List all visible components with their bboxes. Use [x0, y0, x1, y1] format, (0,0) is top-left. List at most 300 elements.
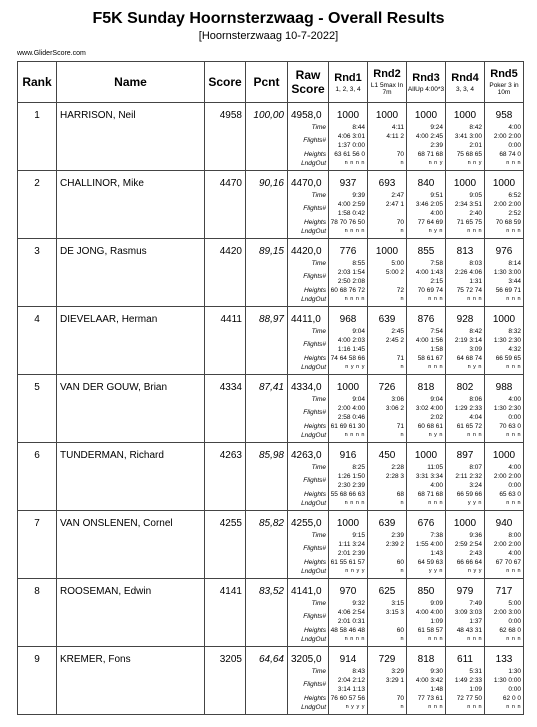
- round-time: 7:58: [430, 260, 443, 267]
- round-landing: n n n: [506, 636, 521, 642]
- round-score: 818: [417, 654, 435, 665]
- round-heights: 70: [396, 695, 404, 702]
- raw-score-cell: [288, 511, 329, 579]
- round-cell: [446, 511, 485, 579]
- round-landing: n n n: [428, 704, 443, 710]
- label-landing: LndgOut: [301, 228, 326, 235]
- round-score: 1000: [414, 110, 438, 121]
- round-time: 9:24: [430, 124, 443, 131]
- round-time: 5:31: [469, 668, 482, 675]
- round-heights: 60 68 76 72: [330, 287, 365, 294]
- round-heights: 60: [396, 559, 404, 566]
- round-cell: [329, 307, 368, 375]
- label-flights: Flights#: [303, 409, 326, 416]
- score-cell: 3205: [205, 647, 246, 715]
- round-landing: n y y y: [345, 704, 365, 710]
- round-task: L1 5max In 7m: [370, 82, 404, 96]
- label-heights: Heights: [303, 559, 326, 566]
- result-row: [18, 579, 524, 647]
- round-score: 1000: [492, 450, 516, 461]
- round-time: 9:32: [352, 600, 365, 607]
- rank-cell: 2: [18, 171, 57, 239]
- round-landing: y y n: [467, 500, 482, 506]
- label-time: Time: [311, 668, 326, 675]
- round-score: 1000: [375, 110, 399, 121]
- round-flights: 1:49 2:33 1:09: [454, 677, 482, 693]
- label-flights: Flights#: [303, 205, 326, 212]
- round-time: 6:52: [508, 192, 521, 199]
- round-score: 1000: [336, 382, 360, 393]
- score-cell: 4420: [205, 239, 246, 307]
- round-landing: n: [400, 704, 404, 710]
- round-landing: n: [400, 228, 404, 234]
- round-score: 676: [417, 518, 435, 529]
- round-landing: n n n: [467, 636, 482, 642]
- label-heights: Heights: [303, 627, 326, 634]
- round-flights: 4:00 4:00 1:09: [415, 609, 443, 625]
- col-raw-label2: Score: [291, 82, 325, 96]
- raw-score-value: 4263,0: [291, 450, 322, 461]
- table-header: [18, 62, 524, 103]
- round-heights: 64 68 74: [456, 355, 482, 362]
- site-link[interactable]: www.GliderScore.com: [17, 50, 86, 57]
- round-cell: [446, 579, 485, 647]
- round-score: 1000: [492, 178, 516, 189]
- round-landing: n n n: [428, 500, 443, 506]
- round-flights: 4:06 2:54 2:01 0:31: [337, 609, 365, 625]
- round-landing: n n n: [428, 296, 443, 302]
- round-flights: 2:00 4:00 2:58 0:46: [337, 405, 365, 421]
- round-landing: n n n n: [344, 432, 365, 438]
- round-landing: n: [400, 636, 404, 642]
- label-landing: LndgOut: [301, 364, 326, 371]
- raw-score-cell: [288, 375, 329, 443]
- round-cell: [485, 443, 524, 511]
- round-landing: n n n: [428, 636, 443, 642]
- round-cell: [446, 171, 485, 239]
- round-flights: 1:11 3:24 2:01 2:39: [337, 541, 365, 557]
- round-score: 840: [417, 178, 435, 189]
- round-score: 897: [456, 450, 474, 461]
- page-title: F5K Sunday Hoornsterzwaag - Overall Results: [92, 10, 445, 27]
- percent-cell: 83,52: [246, 579, 288, 647]
- round-heights: 60 68 61: [417, 423, 443, 430]
- label-heights: Heights: [303, 151, 326, 158]
- col-rank: Rank: [18, 62, 57, 103]
- raw-score-value: 4334,0: [291, 382, 322, 393]
- label-flights: Flights#: [303, 477, 326, 484]
- rank-cell: 7: [18, 511, 57, 579]
- raw-score-cell: [288, 647, 329, 715]
- round-cell: [485, 171, 524, 239]
- round-score: 914: [339, 654, 357, 665]
- result-row: [18, 307, 524, 375]
- round-cell: [485, 511, 524, 579]
- round-heights: 48 58 46 48: [330, 627, 365, 634]
- label-landing: LndgOut: [301, 568, 326, 575]
- round-score: 1000: [453, 178, 477, 189]
- round-time: 5:00: [508, 600, 521, 607]
- label-landing: LndgOut: [301, 704, 326, 711]
- round-flights: 2:00 2:00 4:00: [493, 541, 521, 557]
- round-heights: 70 69 74: [417, 287, 443, 294]
- round-score: 818: [417, 382, 435, 393]
- round-landing: n n n n: [344, 500, 365, 506]
- round-cell: [368, 443, 407, 511]
- percent-cell: 85,82: [246, 511, 288, 579]
- result-row: [18, 647, 524, 715]
- col-raw-score: [288, 62, 329, 103]
- round-time: 9:04: [352, 396, 365, 403]
- percent-cell: 87,41: [246, 375, 288, 443]
- label-flights: Flights#: [303, 273, 326, 280]
- result-row: [18, 103, 524, 171]
- round-flights: 1:30 2:30 0:00: [493, 405, 521, 421]
- round-time: 5:00: [391, 260, 404, 267]
- label-time: Time: [311, 532, 326, 539]
- percent-cell: 85,98: [246, 443, 288, 511]
- round-time: 2:47: [391, 192, 404, 199]
- pilot-name: VAN DER GOUW, Brian: [57, 375, 205, 443]
- round-cell: [368, 103, 407, 171]
- round-heights: 74 64 58 66: [330, 355, 365, 362]
- round-cell: [407, 171, 446, 239]
- round-landing: n: [400, 500, 404, 506]
- raw-score-value: 3205,0: [291, 654, 322, 665]
- pilot-name: DE JONG, Rasmus: [57, 239, 205, 307]
- round-landing: n n n n: [344, 160, 365, 166]
- round-label: Rnd4: [451, 71, 479, 84]
- round-landing: n n n: [506, 296, 521, 302]
- round-flights: 3:09 3:03 1:37: [454, 609, 482, 625]
- round-cell: [329, 443, 368, 511]
- label-heights: Heights: [303, 219, 326, 226]
- round-cell: [485, 307, 524, 375]
- round-flights: 1:55 4:00 1:43: [415, 541, 443, 557]
- round-heights: 64 59 63: [417, 559, 443, 566]
- label-flights: Flights#: [303, 137, 326, 144]
- round-task: 1, 2, 3, 4: [335, 85, 361, 93]
- round-cell: [329, 579, 368, 647]
- round-landing: n n n n: [344, 636, 365, 642]
- round-cell: [446, 647, 485, 715]
- round-score: 916: [339, 450, 357, 461]
- round-heights: 70: [396, 219, 404, 226]
- round-label: Rnd2: [373, 68, 401, 80]
- score-cell: 4255: [205, 511, 246, 579]
- round-landing: n: [400, 432, 404, 438]
- round-task: Poker 3 in 10m: [489, 82, 519, 96]
- round-time: 3:15: [391, 600, 404, 607]
- round-time: 8:03: [469, 260, 482, 267]
- round-cell: [368, 511, 407, 579]
- pilot-name: VAN ONSLENEN, Cornel: [57, 511, 205, 579]
- rank-cell: 6: [18, 443, 57, 511]
- rank-cell: 8: [18, 579, 57, 647]
- round-time: 9:15: [352, 532, 365, 539]
- round-landing: n y n: [428, 432, 443, 438]
- score-cell: 4470: [205, 171, 246, 239]
- col-name: Name: [57, 62, 205, 103]
- round-score: 450: [378, 450, 396, 461]
- round-heights: 70: [396, 151, 404, 158]
- label-landing: LndgOut: [301, 636, 326, 643]
- round-time: 3:29: [391, 668, 404, 675]
- round-time: 9:39: [352, 192, 365, 199]
- raw-score-cell: [288, 171, 329, 239]
- round-heights: 61 55 61 57: [330, 559, 365, 566]
- round-cell: [368, 171, 407, 239]
- score-cell: 4141: [205, 579, 246, 647]
- round-flights: 3:31 3:34 4:00: [415, 473, 443, 489]
- label-flights: Flights#: [303, 545, 326, 552]
- round-score: 1000: [492, 314, 516, 325]
- result-row: [18, 375, 524, 443]
- round-heights: 77 73 61: [417, 695, 443, 702]
- round-flights: 4:00 2:03 1:16 1:45: [337, 337, 365, 353]
- round-cell: [407, 511, 446, 579]
- result-row: [18, 171, 524, 239]
- round-label: Rnd1: [334, 71, 362, 84]
- round-cell: [329, 239, 368, 307]
- round-landing: n n y: [467, 160, 482, 166]
- round-heights: 76 60 57 56: [330, 695, 365, 702]
- round-cell: [485, 647, 524, 715]
- round-cell: [407, 443, 446, 511]
- round-cell: [329, 511, 368, 579]
- col-round: [329, 62, 368, 103]
- round-score: 968: [339, 314, 357, 325]
- label-time: Time: [311, 260, 326, 267]
- round-heights: 70 68 59: [495, 219, 521, 226]
- round-cell: [446, 103, 485, 171]
- round-flights: 4:06 3:01 1:37 0:00: [337, 133, 365, 149]
- round-flights: 1:30 0:00 0:00: [493, 677, 521, 693]
- round-flights: 2:26 4:06 1:31: [454, 269, 482, 285]
- label-flights: Flights#: [303, 613, 326, 620]
- label-heights: Heights: [303, 355, 326, 362]
- round-flights: 2:04 2:12 3:14 1:13: [337, 677, 365, 693]
- label-landing: LndgOut: [301, 432, 326, 439]
- round-landing: n n n: [467, 228, 482, 234]
- round-cell: [407, 307, 446, 375]
- round-score: 693: [378, 178, 396, 189]
- round-score: 1000: [453, 518, 477, 529]
- label-heights: Heights: [303, 695, 326, 702]
- round-flights: 4:00 2:59 1:58 0:42: [337, 201, 365, 217]
- round-cell: [407, 375, 446, 443]
- round-score: 979: [456, 586, 474, 597]
- round-cell: [368, 647, 407, 715]
- round-heights: 71: [396, 423, 404, 430]
- round-heights: 66 66 64: [456, 559, 482, 566]
- round-task: 3, 3, 4: [455, 85, 475, 93]
- label-heights: Heights: [303, 287, 326, 294]
- round-score: 813: [456, 246, 474, 257]
- label-time: Time: [311, 192, 326, 199]
- round-time: 8:07: [469, 464, 482, 471]
- label-landing: LndgOut: [301, 500, 326, 507]
- round-time: 4:00: [508, 124, 521, 131]
- pilot-name: DIEVELAAR, Herman: [57, 307, 205, 375]
- round-landing: n n n: [467, 704, 482, 710]
- round-landing: n n n: [506, 160, 521, 166]
- round-heights: 68: [396, 491, 404, 498]
- round-cell: [368, 307, 407, 375]
- round-heights: 68 71 68: [417, 491, 443, 498]
- round-score: 928: [456, 314, 474, 325]
- round-heights: 72: [396, 287, 404, 294]
- pilot-name: ROOSEMAN, Edwin: [57, 579, 205, 647]
- round-heights: 62 0 0: [502, 695, 521, 702]
- score-cell: 4263: [205, 443, 246, 511]
- round-heights: 61 65 72: [456, 423, 482, 430]
- round-heights: 72 77 50: [456, 695, 482, 702]
- score-cell: 4334: [205, 375, 246, 443]
- round-score: 639: [378, 518, 396, 529]
- round-heights: 58 61 67: [417, 355, 443, 362]
- round-flights: 1:30 2:30 4:32: [493, 337, 521, 353]
- round-flights: 2:11 2:32 3:24: [455, 473, 482, 489]
- round-time: 9:51: [430, 192, 443, 199]
- round-time: 1:30: [508, 668, 521, 675]
- raw-score-value: 4958,0: [291, 110, 322, 121]
- round-score: 850: [417, 586, 435, 597]
- raw-score-value: 4470,0: [291, 178, 322, 189]
- round-time: 4:00: [508, 396, 521, 403]
- round-time: 2:28: [391, 464, 404, 471]
- round-heights: 68 74 0: [499, 151, 521, 158]
- round-landing: n n n: [506, 364, 521, 370]
- round-heights: 61 69 61 30: [330, 423, 365, 430]
- round-landing: n y y: [467, 568, 482, 574]
- label-landing: LndgOut: [301, 160, 326, 167]
- round-time: 9:04: [430, 396, 443, 403]
- round-flights: 1:30 3:00 3:44: [493, 269, 521, 285]
- label-time: Time: [311, 124, 326, 131]
- rank-cell: 3: [18, 239, 57, 307]
- round-cell: [407, 103, 446, 171]
- label-time: Time: [311, 328, 326, 335]
- round-heights: 63 61 56 0: [334, 151, 365, 158]
- round-score: 937: [339, 178, 357, 189]
- label-flights: Flights#: [303, 681, 326, 688]
- round-landing: n n y y: [345, 568, 365, 574]
- round-cell: [485, 103, 524, 171]
- round-flights: 3:46 2:05 4:00: [415, 201, 443, 217]
- round-flights: 4:00 1:43 2:15: [415, 269, 443, 285]
- round-landing: n n n: [506, 500, 521, 506]
- round-flights: 2:00 2:00 0:00: [493, 133, 521, 149]
- round-landing: n n n: [467, 296, 482, 302]
- round-score: 776: [339, 246, 357, 257]
- round-landing: n n n: [506, 568, 521, 574]
- round-flights: 4:00 1:56 1:58: [415, 337, 443, 353]
- round-score: 1000: [453, 110, 477, 121]
- round-time: 8:44: [352, 124, 365, 131]
- round-flights: 2:45 2: [385, 337, 404, 344]
- round-label: Rnd5: [490, 68, 518, 80]
- round-time: 3:06: [391, 396, 404, 403]
- round-cell: [368, 579, 407, 647]
- round-heights: 71: [396, 355, 404, 362]
- round-time: 9:05: [469, 192, 482, 199]
- col-raw-label: Raw: [295, 68, 321, 82]
- percent-cell: 90,16: [246, 171, 288, 239]
- pilot-name: CHALLINOR, Mike: [57, 171, 205, 239]
- round-landing: n n n: [506, 432, 521, 438]
- round-time: 4:00: [508, 464, 521, 471]
- raw-score-cell: [288, 103, 329, 171]
- round-landing: n: [400, 568, 404, 574]
- round-flights: 2:59 2:54 2:43: [454, 541, 482, 557]
- raw-score-cell: [288, 443, 329, 511]
- round-cell: [368, 239, 407, 307]
- round-heights: 68 71 68: [417, 151, 443, 158]
- round-time: 9:36: [469, 532, 482, 539]
- round-flights: 4:11 2: [386, 133, 404, 140]
- score-cell: 4958: [205, 103, 246, 171]
- percent-cell: 89,15: [246, 239, 288, 307]
- round-cell: [446, 443, 485, 511]
- round-cell: [446, 375, 485, 443]
- round-cell: [368, 375, 407, 443]
- round-landing: n n n: [467, 432, 482, 438]
- round-time: 9:04: [352, 328, 365, 335]
- round-time: 8:42: [469, 328, 482, 335]
- rank-cell: 9: [18, 647, 57, 715]
- raw-score-cell: [288, 307, 329, 375]
- round-score: 988: [495, 382, 513, 393]
- round-flights: 1:29 2:33 4:04: [454, 405, 482, 421]
- result-row: [18, 511, 524, 579]
- round-flights: 2:00 3:00 0:00: [493, 609, 521, 625]
- round-heights: 65 63 0: [499, 491, 521, 498]
- round-landing: n y n: [467, 364, 482, 370]
- round-landing: n n y: [428, 160, 443, 166]
- round-time: 8:43: [352, 668, 365, 675]
- round-landing: n n n: [506, 704, 521, 710]
- result-row: [18, 239, 524, 307]
- round-time: 8:32: [508, 328, 521, 335]
- round-score: 717: [495, 586, 513, 597]
- round-flights: 3:15 3: [385, 609, 404, 616]
- round-flights: 2:03 1:54 2:50 2:08: [337, 269, 365, 285]
- round-heights: 71 65 75: [456, 219, 482, 226]
- round-cell: [407, 647, 446, 715]
- round-cell: [485, 579, 524, 647]
- round-heights: 62 68 0: [499, 627, 521, 634]
- round-time: 9:09: [430, 600, 443, 607]
- round-heights: 75 72 74: [456, 287, 482, 294]
- raw-score-value: 4411,0: [291, 314, 321, 325]
- col-round: [446, 62, 485, 103]
- score-cell: 4411: [205, 307, 246, 375]
- percent-cell: 88,97: [246, 307, 288, 375]
- round-landing: n y n y: [345, 364, 365, 370]
- round-time: 9:30: [430, 668, 443, 675]
- label-flights: Flights#: [303, 341, 326, 348]
- round-heights: 70 63 0: [499, 423, 521, 430]
- label-time: Time: [311, 600, 326, 607]
- round-landing: y y n: [428, 568, 443, 574]
- event-subtitle: [Hoornsterzwaag 10-7-2022]: [198, 30, 339, 42]
- col-round: [485, 62, 524, 103]
- round-flights: 3:41 3:00 2:01: [454, 133, 482, 149]
- label-heights: Heights: [303, 423, 326, 430]
- label-time: Time: [311, 396, 326, 403]
- round-flights: 2:39 2: [385, 541, 404, 548]
